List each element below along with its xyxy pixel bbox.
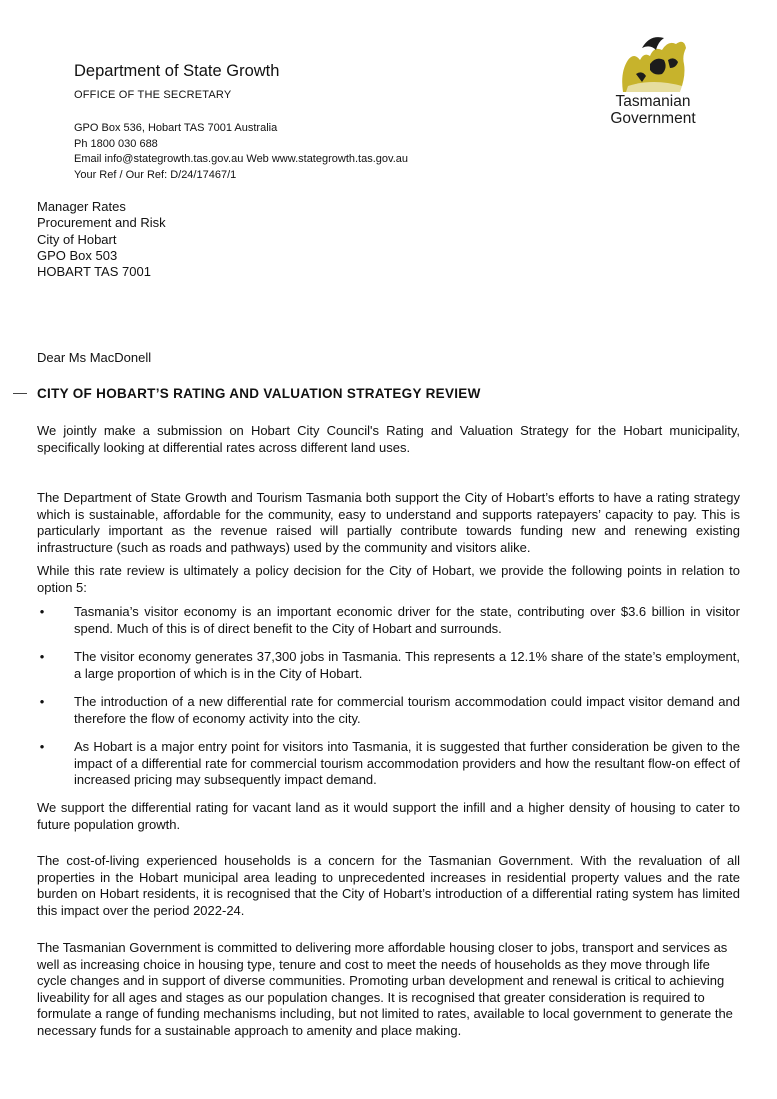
paragraph-cost-of-living: The cost-of-living experienced households is a concern for the Tasmanian Government. With the revaluation of all properties in the Hobart municipal area leading to unprecedented increases in residential property values and the rate burden on Hobart residents, it is recognised that the City of Hobart’s introduction of a differential rating system has limited this impact over the period 2022-24. [37,853,740,918]
recipient-line: Manager Rates [37,199,126,214]
margin-mark [13,393,27,394]
paragraph-intro: We jointly make a submission on Hobart City Council's Rating and Valuation Strategy for the Hobart municipality, specifically looking at differential rates across different land uses. [37,423,740,455]
list-item [37,604,740,637]
logo-line-1: Tasmanian [615,93,691,110]
list-item [37,739,740,789]
department-name: Department of State Growth [74,62,280,80]
list-item-text: Tasmania’s visitor economy is an important economic driver for the state, contributing over $3.6 billion in visitor spend. Much of this is of direct benefit to the City of Hobart and surrounds. [74,604,740,636]
recipient-line: Procurement and Risk [37,215,166,231]
subject-heading: CITY OF HOBART’S RATING AND VALUATION STRATEGY REVIEW [37,386,481,401]
list-item-text: The introduction of a new differential rate for commercial tourism accommodation could impact visitor demand and therefore the flow of economy activity into the city. [74,694,740,726]
bullet-icon: • [39,604,45,619]
phone-line: Ph 1800 030 688 [74,137,158,150]
recipient-line: GPO Box 503 [37,247,118,263]
thylacine-logo-icon [598,30,708,94]
bullet-icon: • [39,649,45,664]
recipient-line: HOBART TAS 7001 [37,264,151,280]
recipient-line: City of Hobart [37,231,117,247]
bullet-icon: • [39,739,45,754]
contact-line: Email info@stategrowth.tas.gov.au Web www.stategrowth.tas.gov.au [74,153,408,165]
tasmanian-government-logo [598,30,708,130]
reference-line: Your Ref / Our Ref: D/24/17467/1 [74,168,237,181]
recipient-address [37,199,166,280]
address-line: GPO Box 536, Hobart TAS 7001 Australia [74,122,278,134]
list-item-text: The visitor economy generates 37,300 jobs in Tasmania. This represents a 12.1% share of the state’s employment, a large proportion of which is in the City of Hobart. [74,649,740,681]
paragraph-housing: The Tasmanian Government is committed to delivering more affordable housing closer to jobs, transport and services as well as increasing choice in housing type, tenure and cost to meet the needs of households as they move through life cycle changes and in support of diverse communities. Promoting urban development and renewal is critical to achieving liveability for all ages and stages as our population changes. It is recognised that greater consideration is required to formulate a range of funding mechanisms including, but not limited to rates, available to local government to generate the necessary funds for a sustainable approach to amenity and place making. [37,940,733,1038]
salutation: Dear Ms MacDonell [37,350,152,365]
bullet-list [37,604,740,801]
letterhead-address [74,121,408,183]
paragraph-vacant-land: We support the differential rating for vacant land as it would support the infill and a higher density of housing to cater to future population growth. [37,800,740,832]
office-name: OFFICE OF THE SECRETARY [74,89,232,101]
paragraph-support: The Department of State Growth and Tourism Tasmania both support the City of Hobart’s efforts to have a rating strategy which is sustainable, affordable for the community, easy to understand and supports ratepayers’ capacity to pay. This is particularly important as the revenue raised will partially contribute towards funding new and renewing existing infrastructure (such as roads and pathways) used by the community and visitors alike. [37,490,740,555]
paragraph-option5: While this rate review is ultimately a policy decision for the City of Hobart, we provide the following points in relation to option 5: [37,563,740,595]
bullet-icon: • [39,694,45,709]
list-item [37,694,740,727]
logo-line-2: Government [610,110,696,127]
list-item [37,649,740,682]
list-item-text: As Hobart is a major entry point for visitors into Tasmania, it is suggested that further consideration be given to the impact of a differential rate for commercial tourism accommodation providers and how the resultant flow-on effect of increased pricing may subsequently impact demand. [74,739,740,787]
